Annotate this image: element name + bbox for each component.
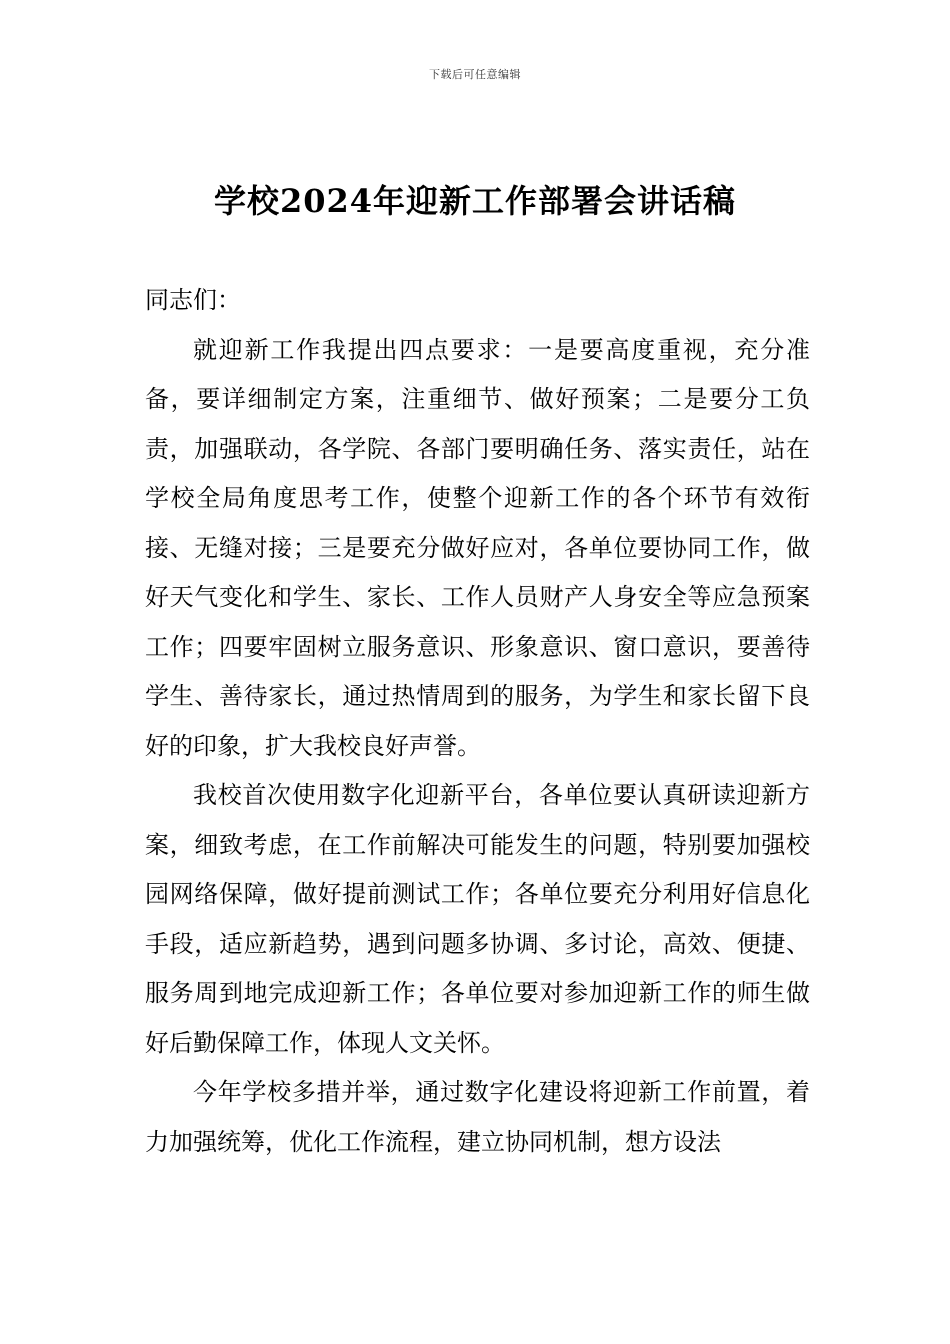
salutation: 同志们： [145, 286, 241, 314]
document-title: 学校2024年迎新工作部署会讲话稿 [213, 182, 737, 220]
header-note: 下载后可任意编辑 [429, 68, 521, 81]
document-body [145, 276, 810, 1167]
paragraph-2: 我校首次使用数字化迎新平台，各单位要认真研读迎新方案，细致考虑，在工作前解决可能发生的问题，特别要加强校园网络保障，做好提前测试工作；各单位要充分利用好信息化手段，适应新趋势，遇到问题多协调、多讨论，高效、便捷、服务周到地完成迎新工作；各单位要对参加迎新工作的师生做好后勤保障工作，体现人文关怀。 [145, 781, 810, 1057]
paragraph-1: 就迎新工作我提出四点要求：一是要高度重视，充分准备，要详细制定方案，注重细节、做好预案；二是要分工负责，加强联动，各学院、各部门要明确任务、落实责任，站在学校全局角度思考工作，使整个迎新工作的各个环节有效衔接、无缝对接；三是要充分做好应对，各单位要协同工作，做好天气变化和学生、家长、工作人员财产人身安全等应急预案工作；四要牢固树立服务意识、形象意识、窗口意识，要善待学生、善待家长，通过热情周到的服务，为学生和家长留下良好的印象，扩大我校良好声誉。 [145, 335, 810, 760]
paragraph-3: 今年学校多措并举，通过数字化建设将迎新工作前置，着力加强统筹，优化工作流程，建立协同机制，想方设法 [145, 1078, 810, 1156]
